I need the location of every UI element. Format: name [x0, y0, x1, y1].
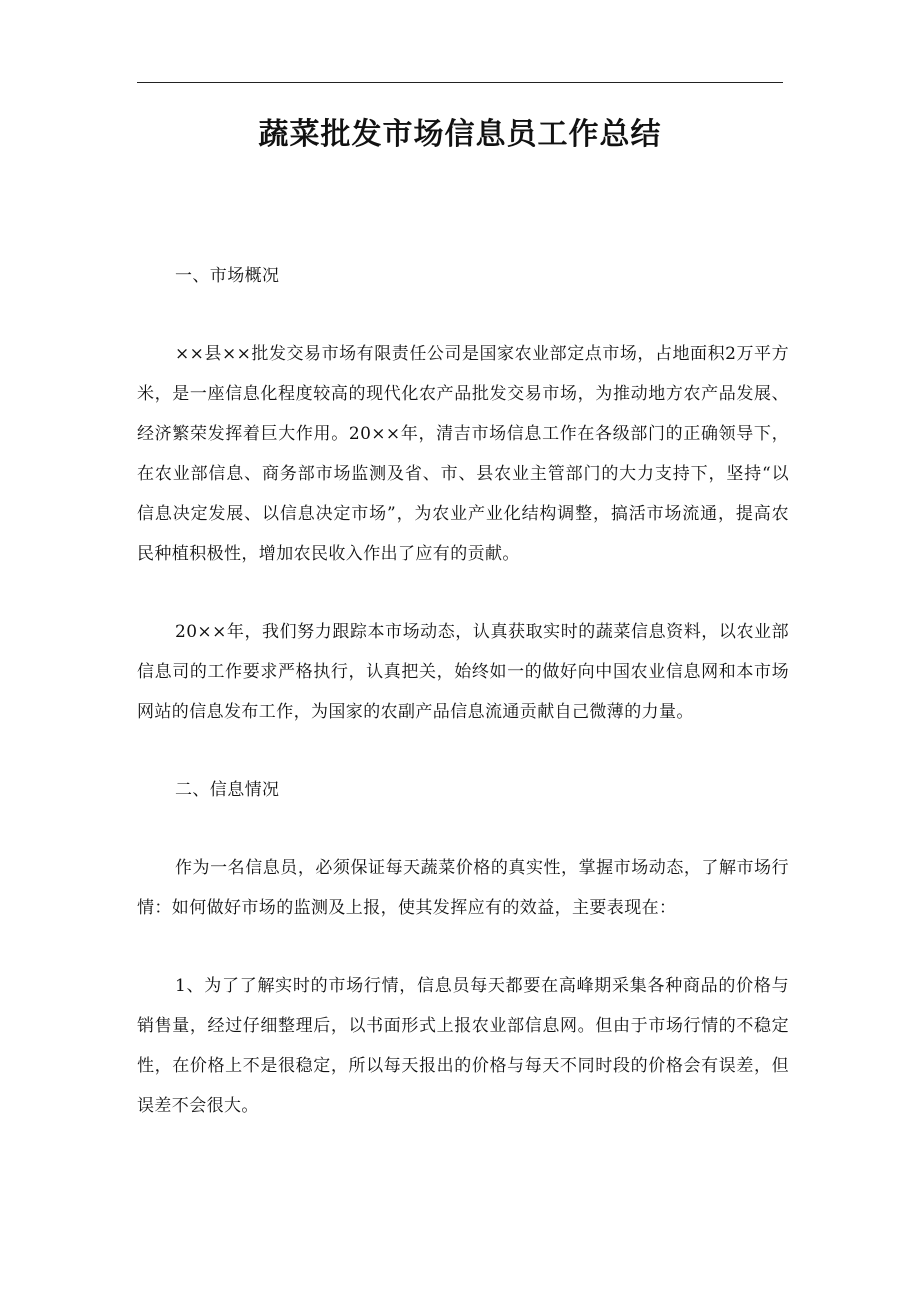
- section-heading-info-status: 二、信息情况: [175, 780, 280, 800]
- header-rule: [137, 82, 783, 83]
- paragraph-info-officer-duty: 作为一名信息员，必须保证每天蔬菜价格的真实性，掌握市场动态，了解市场行情：如何做好市场的监测及上报，使其发挥应有的效益，主要表现在：: [137, 858, 789, 918]
- document-body: [137, 256, 789, 1126]
- document-title: 蔬菜批发市场信息员工作总结: [258, 117, 662, 152]
- paragraph-price-collection: 1、为了了解实时的市场行情，信息员每天都要在高峰期采集各种商品的价格与销售量，经过仔细整理后，以书面形式上报农业部信息网。但由于市场行情的不稳定性，在价格上不是很稳定，所以每天报出的价格与每天不同时段的价格会有误差，但误差不会很大。: [137, 976, 789, 1116]
- section-heading-market-overview: 一、市场概况: [175, 266, 280, 286]
- paragraph-market-intro: ××县××批发交易市场有限责任公司是国家农业部定点市场，占地面积2万平方米，是一座信息化程度较高的现代化农产品批发交易市场，为推动地方农产品发展、经济繁荣发挥着巨大作用。20××年，清吉市场信息工作在各级部门的正确领导下，在农业部信息、商务部市场监测及省、市、县农业主管部门的大力支持下，坚持“以信息决定发展、以信息决定市场”，为农业产业化结构调整，搞活市场流通，提高农民种植积极性，增加农民收入作出了应有的贡献。: [137, 344, 789, 564]
- paragraph-yearly-work: 20××年，我们努力跟踪本市场动态，认真获取实时的蔬菜信息资料，以农业部信息司的工作要求严格执行，认真把关，始终如一的做好向中国农业信息网和本市场网站的信息发布工作，为国家的农副产品信息流通贡献自己微薄的力量。: [137, 622, 789, 722]
